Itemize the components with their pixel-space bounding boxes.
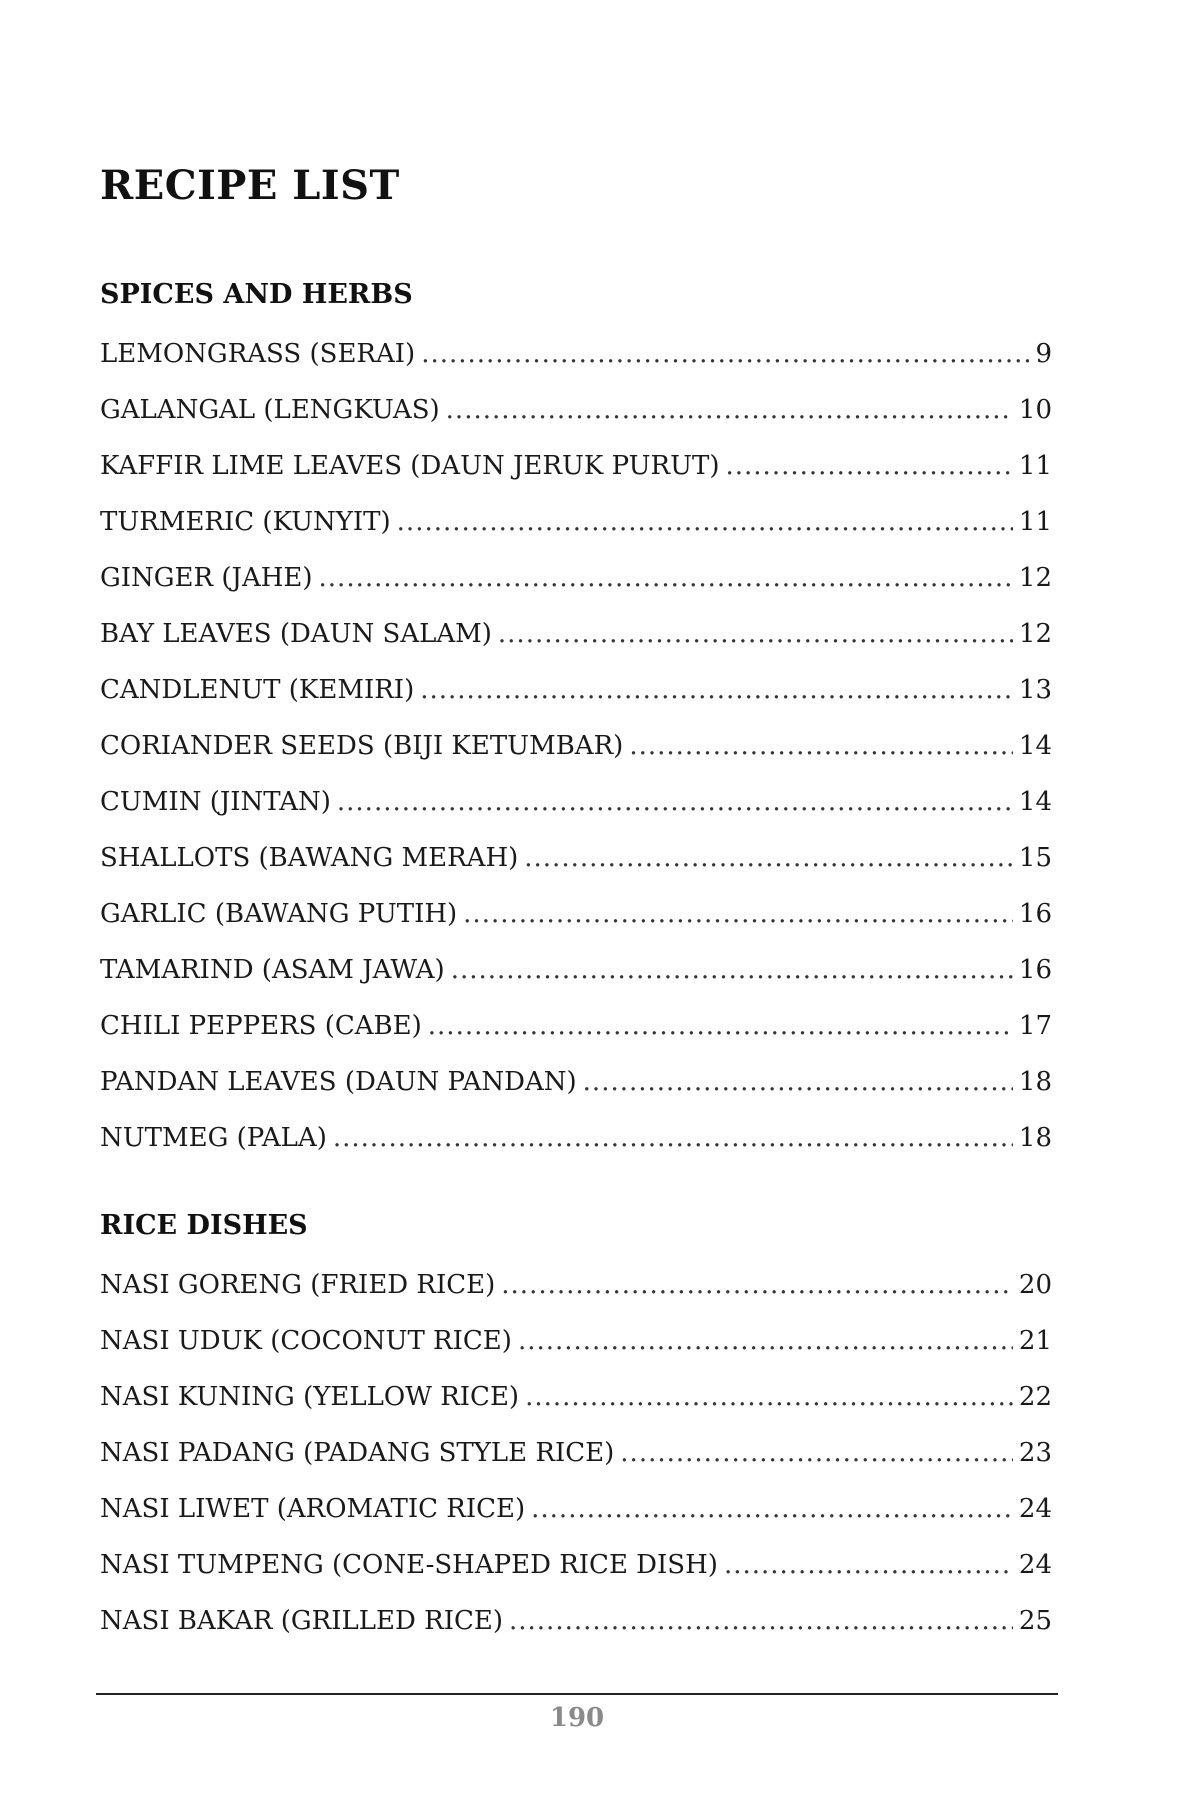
toc-entry: [100, 718, 1052, 774]
toc-entry-label: NUTMEG (PALA): [100, 1123, 327, 1153]
page-title: RECIPE LIST: [100, 162, 400, 209]
toc-entry-page-number: 14: [1018, 787, 1052, 817]
toc-entry-label: GALANGAL (LENGKUAS): [100, 395, 440, 425]
dot-leader: [531, 1481, 1013, 1537]
toc-entry: [100, 1054, 1052, 1110]
dot-leader: [726, 438, 1013, 494]
toc-entry-label: NASI BAKAR (GRILLED RICE): [100, 1606, 503, 1636]
toc-entry-label: NASI PADANG (PADANG STYLE RICE): [100, 1438, 615, 1468]
toc-entry-page-number: 20: [1018, 1270, 1052, 1300]
toc-list: [100, 1257, 1052, 1649]
toc-entry-page-number: 18: [1018, 1123, 1052, 1153]
toc-entry-label: TAMARIND (ASAM JAWA): [100, 955, 445, 985]
toc-entry-page-number: 11: [1018, 451, 1052, 481]
dot-leader: [428, 998, 1013, 1054]
toc-entry: [100, 438, 1052, 494]
toc-entry-page-number: 25: [1018, 1606, 1052, 1636]
dot-leader: [509, 1593, 1013, 1649]
toc-entry-label: CUMIN (JINTAN): [100, 787, 331, 817]
toc-entry: [100, 606, 1052, 662]
dot-leader: [333, 1110, 1013, 1166]
toc-entry-page-number: 9: [1035, 339, 1052, 369]
footer-divider: [96, 1693, 1058, 1695]
toc-entry: [100, 1481, 1052, 1537]
dot-leader: [397, 494, 1013, 550]
dot-leader: [451, 942, 1013, 998]
toc-entry-label: SHALLOTS (BAWANG MERAH): [100, 843, 519, 873]
toc-entry: [100, 998, 1052, 1054]
toc-entry-page-number: 14: [1018, 731, 1052, 761]
dot-leader: [337, 774, 1013, 830]
toc-entry-page-number: 24: [1018, 1494, 1052, 1524]
toc-entry-page-number: 16: [1018, 955, 1052, 985]
toc-entry-label: NASI TUMPENG (CONE-SHAPED RICE DISH): [100, 1550, 718, 1580]
dot-leader: [319, 550, 1013, 606]
dot-leader: [620, 1425, 1013, 1481]
toc-entry-label: KAFFIR LIME LEAVES (DAUN JERUK PURUT): [100, 451, 720, 481]
section-heading: RICE DISHES: [100, 1210, 308, 1241]
dot-leader: [524, 830, 1013, 886]
toc-entry-label: NASI LIWET (AROMATIC RICE): [100, 1494, 526, 1524]
toc-entry-label: CHILI PEPPERS (CABE): [100, 1011, 422, 1041]
toc-entry-page-number: 17: [1018, 1011, 1052, 1041]
toc-entry-label: LEMONGRASS (SERAI): [100, 339, 416, 369]
toc-entry-page-number: 21: [1018, 1326, 1052, 1356]
toc-entry-page-number: 13: [1018, 675, 1052, 705]
toc-list: [100, 326, 1052, 1166]
toc-entry-page-number: 11: [1018, 507, 1052, 537]
toc-entry-page-number: 18: [1018, 1067, 1052, 1097]
toc-entry-page-number: 12: [1018, 619, 1052, 649]
dot-leader: [498, 606, 1013, 662]
page-number: 190: [549, 1703, 605, 1733]
dot-leader: [525, 1369, 1013, 1425]
toc-entry-label: GARLIC (BAWANG PUTIH): [100, 899, 458, 929]
section-heading: SPICES AND HERBS: [100, 279, 413, 310]
toc-entry: [100, 1257, 1052, 1313]
toc-entry: [100, 326, 1052, 382]
toc-entry: [100, 1425, 1052, 1481]
toc-entry-page-number: 24: [1018, 1550, 1052, 1580]
toc-entry-label: CORIANDER SEEDS (BIJI KETUMBAR): [100, 731, 624, 761]
toc-entry: [100, 1537, 1052, 1593]
toc-entry: [100, 1593, 1052, 1649]
toc-entry-label: TURMERIC (KUNYIT): [100, 507, 391, 537]
toc-entry: [100, 1369, 1052, 1425]
dot-leader: [420, 662, 1013, 718]
dot-leader: [724, 1537, 1013, 1593]
toc-entry-label: NASI UDUK (COCONUT RICE): [100, 1326, 512, 1356]
dot-leader: [518, 1313, 1013, 1369]
toc-entry-page-number: 22: [1018, 1382, 1052, 1412]
toc-entry-page-number: 10: [1018, 395, 1052, 425]
toc-entry-label: BAY LEAVES (DAUN SALAM): [100, 619, 492, 649]
toc-entry: [100, 662, 1052, 718]
toc-entry: [100, 886, 1052, 942]
toc-entry: [100, 382, 1052, 438]
toc-entry-label: CANDLENUT (KEMIRI): [100, 675, 415, 705]
toc-entry-page-number: 23: [1018, 1438, 1052, 1468]
toc-entry: [100, 774, 1052, 830]
dot-leader: [629, 718, 1013, 774]
toc-entry: [100, 550, 1052, 606]
section-rice-dishes: [100, 1201, 1052, 1649]
toc-entry-page-number: 12: [1018, 563, 1052, 593]
toc-entry-page-number: 15: [1018, 843, 1052, 873]
dot-leader: [463, 886, 1013, 942]
toc-entry-label: NASI GORENG (FRIED RICE): [100, 1270, 496, 1300]
toc-entry-label: NASI KUNING (YELLOW RICE): [100, 1382, 520, 1412]
toc-entry: [100, 830, 1052, 886]
dot-leader: [501, 1257, 1013, 1313]
toc-entry: [100, 942, 1052, 998]
toc-entry: [100, 1313, 1052, 1369]
dot-leader: [446, 382, 1013, 438]
toc-entry: [100, 494, 1052, 550]
dot-leader: [421, 326, 1029, 382]
toc-entry: [100, 1110, 1052, 1166]
toc-entry-page-number: 16: [1018, 899, 1052, 929]
dot-leader: [583, 1054, 1013, 1110]
toc-entry-label: GINGER (JAHE): [100, 563, 313, 593]
section-spices-and-herbs: [100, 270, 1052, 1166]
toc-entry-label: PANDAN LEAVES (DAUN PANDAN): [100, 1067, 577, 1097]
